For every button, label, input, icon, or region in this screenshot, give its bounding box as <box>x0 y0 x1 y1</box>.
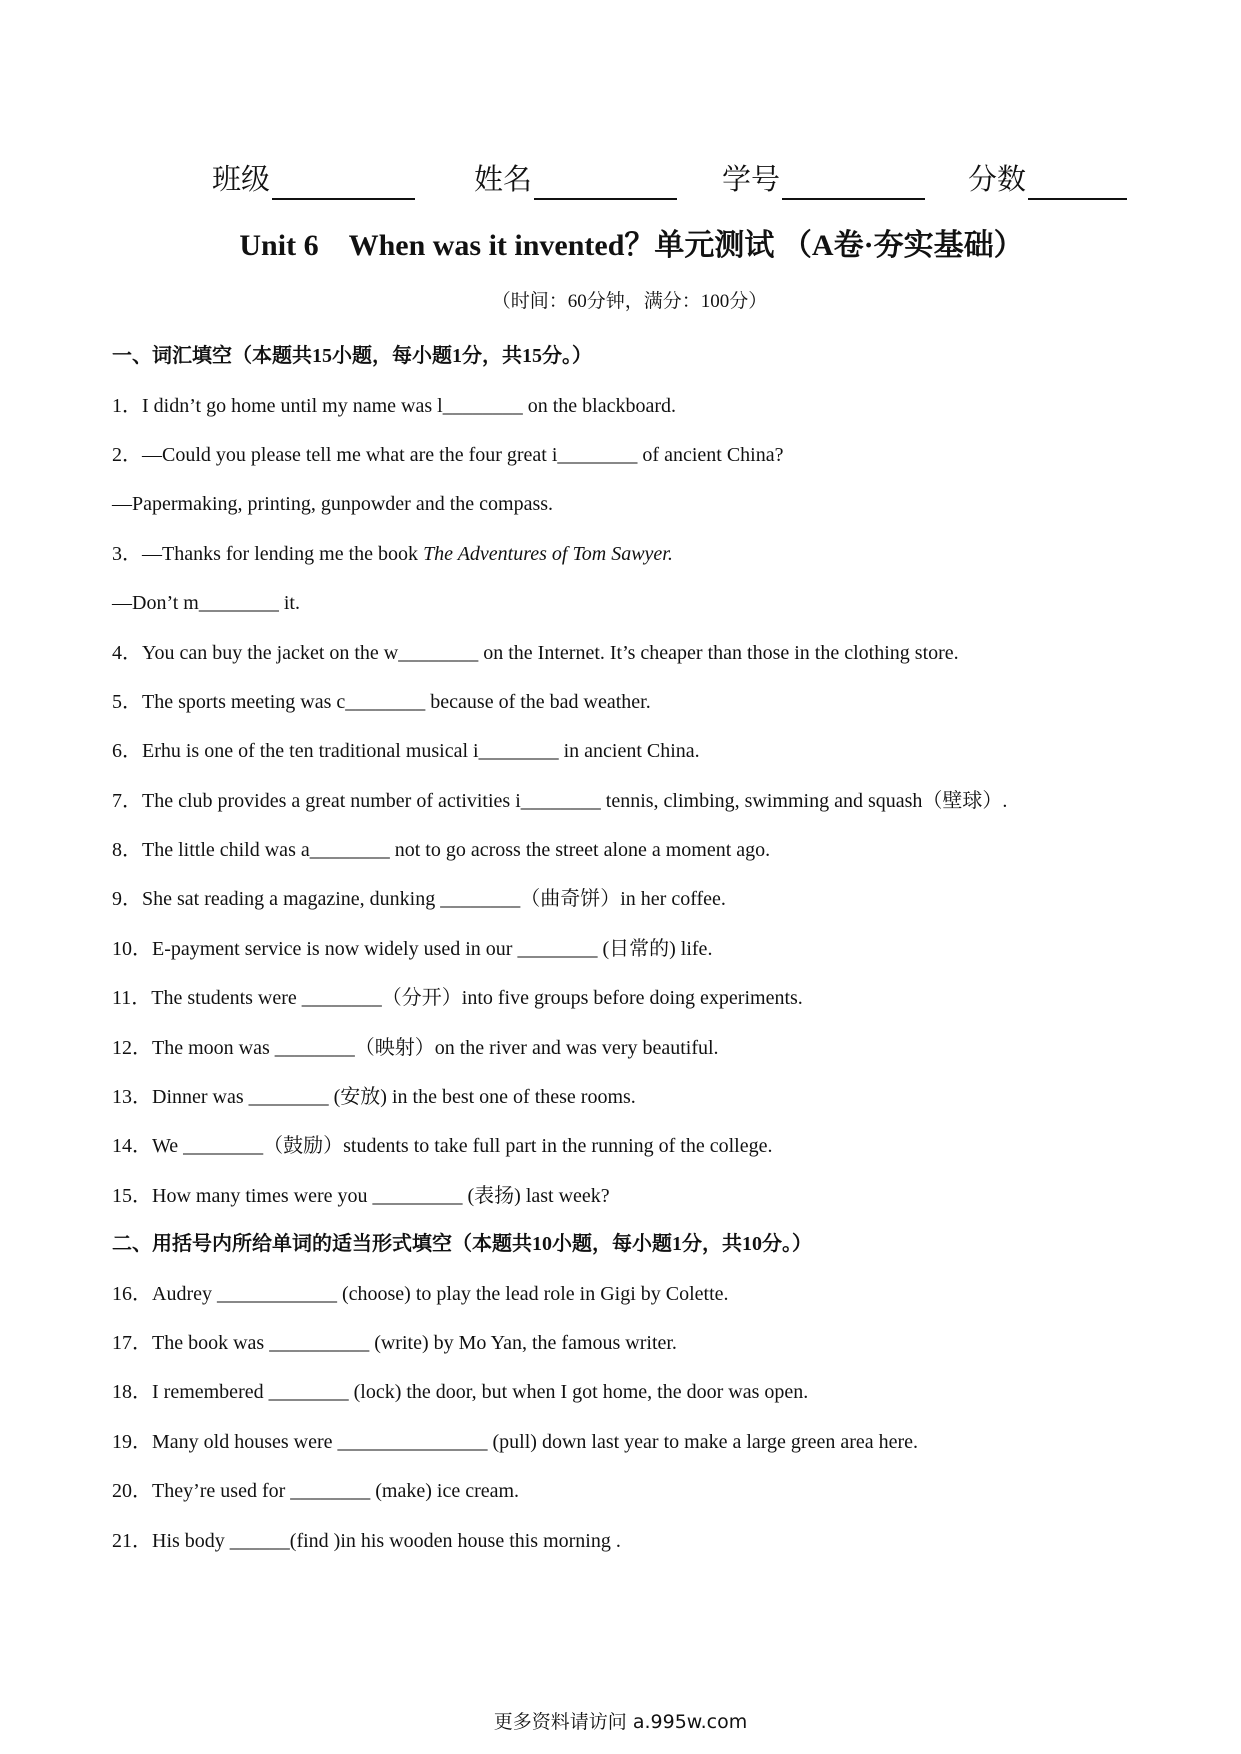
question-16: 16．Audrey ____________ (choose) to play the lead role in Gigi by Colette. <box>112 1283 729 1305</box>
question-5: 5．The sports meeting was c________ because of the bad weather. <box>112 691 651 713</box>
class-underline <box>272 166 415 200</box>
question-13: 13．Dinner was ________ (安放) in the best one of these rooms. <box>112 1086 636 1108</box>
student-number-label: 学号 <box>722 164 781 196</box>
question-11: 11．The students were ________（分开）into five groups before doing experiments. <box>112 987 803 1009</box>
question-20: 20．They’re used for ________ (make) ice cream. <box>112 1480 520 1502</box>
question-3 <box>112 539 673 569</box>
section2-heading: 二、用括号内所给单词的适当形式填空（本题共10小题，每小题1分，共10分。） <box>112 1233 812 1255</box>
question-2-answer: —Papermaking, printing, gunpowder and the compass. <box>112 493 554 515</box>
name-label: 姓名 <box>474 164 533 196</box>
class-field <box>212 160 415 200</box>
footer-link-text: 更多资料请访问 a.995w.com <box>493 1711 748 1733</box>
question-9: 9．She sat reading a magazine, dunking ________（曲奇饼）in her coffee. <box>112 888 726 910</box>
student-info-row <box>0 160 1241 204</box>
section1-heading: 一、词汇填空（本题共15小题，每小题1分，共15分。） <box>112 345 592 367</box>
question-6: 6．Erhu is one of the ten traditional musical i________ in ancient China. <box>112 740 700 762</box>
question-2: 2．—Could you please tell me what are the four great i________ of ancient China? <box>112 444 784 466</box>
name-field <box>474 160 677 200</box>
question-3-text: 3．—Thanks for lending me the book <box>112 543 424 565</box>
exam-title: Unit 6 When was it invented？单元测试 （A卷·夯实基础） <box>239 229 1024 262</box>
book-title: The Adventures of Tom Sawyer. <box>423 543 673 565</box>
student-number-underline <box>782 166 925 200</box>
question-18: 18．I remembered ________ (lock) the door, but when I got home, the door was open. <box>112 1381 809 1403</box>
question-10: 10．E-payment service is now widely used in our ________ (日常的) life. <box>112 938 713 960</box>
score-label: 分数 <box>968 164 1027 196</box>
question-21: 21．His body ______(find )in his wooden house this morning . <box>112 1530 621 1552</box>
question-17: 17．The book was __________ (write) by Mo Yan, the famous writer. <box>112 1332 677 1354</box>
class-label: 班级 <box>212 164 271 196</box>
name-underline <box>534 166 677 200</box>
score-underline <box>1028 166 1127 200</box>
question-8: 8．The little child was a________ not to go across the street alone a moment ago. <box>112 839 771 861</box>
exam-subtitle: （时间：60分钟，满分：100分） <box>491 291 768 312</box>
question-4: 4．You can buy the jacket on the w________ on the Internet. It’s cheaper than those in the clothing store. <box>112 642 959 664</box>
question-19: 19．Many old houses were _______________ (pull) down last year to make a large green area here. <box>112 1431 919 1453</box>
question-12: 12．The moon was ________（映射）on the river and was very beautiful. <box>112 1037 719 1059</box>
question-3-reply: —Don’t m________ it. <box>112 592 300 614</box>
score-field <box>968 160 1127 200</box>
student-number-field <box>722 160 925 200</box>
question-1: 1．I didn’t go home until my name was l________ on the blackboard. <box>112 395 676 417</box>
question-7: 7．The club provides a great number of activities i________ tennis, climbing, swimming and squash（壁球）. <box>112 790 1008 812</box>
question-15: 15．How many times were you _________ (表扬) last week? <box>112 1185 610 1207</box>
question-14: 14．We ________（鼓励）students to take full part in the running of the college. <box>112 1135 773 1157</box>
